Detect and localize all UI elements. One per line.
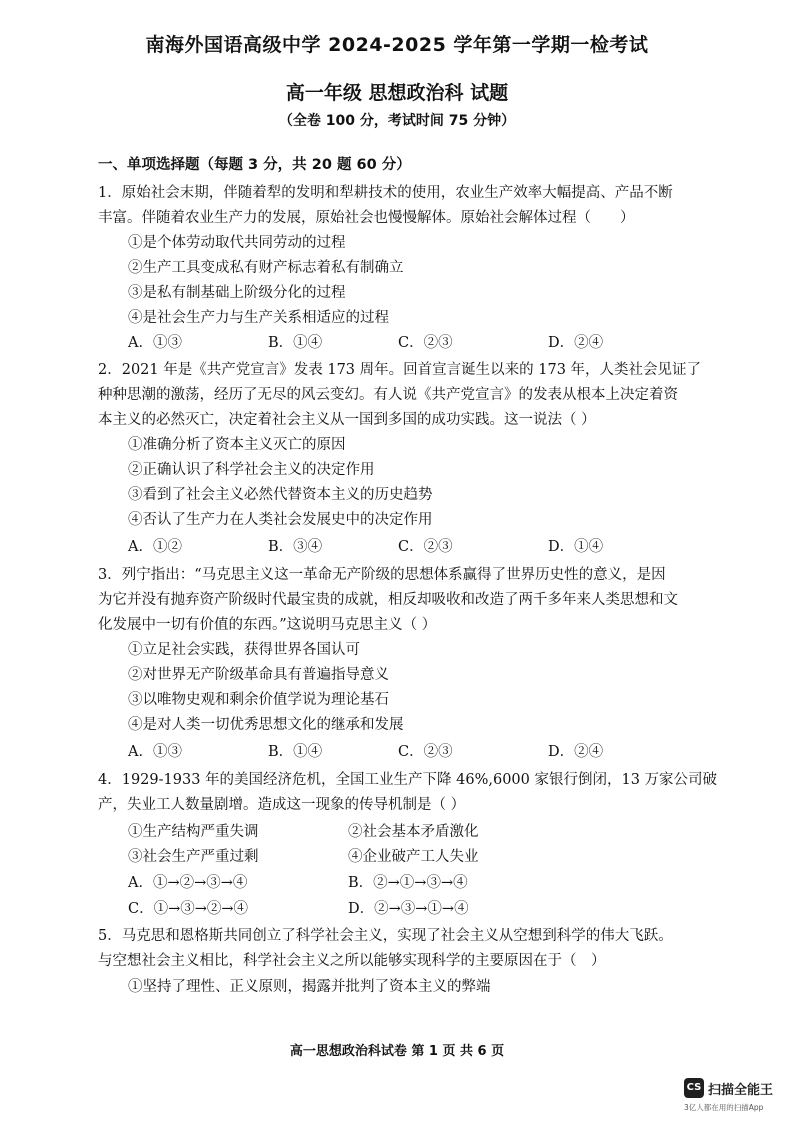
- q2-stem-line-2: 种种思潮的激荡，经历了无尽的风云变幻。有人说《共产党宣言》的发表从根本上决定着资: [98, 387, 678, 403]
- page-footer: 高一思想政治科试卷 第 1 页 共 6 页: [289, 1044, 505, 1059]
- q3-option-c: C．②③: [398, 744, 453, 760]
- exam-info: （全卷 100 分，考试时间 75 分钟）: [278, 113, 516, 129]
- q4-option-c: C．①→③→②→④: [128, 901, 249, 917]
- q4-stem-line-2: 产，失业工人数量剧增。造成这一现象的传导机制是（ ）: [98, 797, 466, 813]
- q3-stem-line-2: 为它并没有抛弃资产阶级时代最宝贵的成就，相反却吸收和改造了两千多年来人类思想和文: [98, 592, 678, 608]
- q1-statement-4: ④是社会生产力与生产关系相适应的过程: [128, 310, 389, 326]
- q4-option-d: D．②→③→①→④: [348, 901, 469, 917]
- q2-statement-2: ②正确认识了科学社会主义的决定作用: [128, 462, 375, 478]
- q2-stem-line-3: 本主义的必然灭亡，决定着社会主义从一国到多国的成功实践。这一说法（ ）: [98, 412, 596, 428]
- q1-option-c: C．②③: [398, 335, 453, 351]
- q2-option-c: C．②③: [398, 539, 453, 555]
- school-exam-title: 南海外国语高级中学 2024-2025 学年第一学期一检考试: [145, 34, 649, 56]
- q3-option-a: A．①③: [128, 744, 182, 760]
- q3-statement-1: ①立足社会实践，获得世界各国认可: [128, 642, 360, 658]
- q4-option-b: B．②→①→③→④: [348, 875, 468, 891]
- subject-title: 高一年级 思想政治科 试题: [285, 82, 509, 104]
- q2-stem-line-1: 2．2021 年是《共产党宣言》发表 173 周年。回首宣言诞生以来的 173 年，人类社会见证了: [98, 362, 702, 378]
- scanner-watermark: [684, 1078, 790, 1118]
- q4-statement-3: ③社会生产严重过剩: [128, 849, 259, 865]
- q2-option-a: A．①②: [128, 539, 182, 555]
- q2-statement-3: ③看到了社会主义必然代替资本主义的历史趋势: [128, 487, 433, 503]
- q3-statement-4: ④是对人类一切优秀思想文化的继承和发展: [128, 717, 404, 733]
- q4-statement-1: ①生产结构严重失调: [128, 824, 259, 840]
- q2-statement-1: ①准确分析了资本主义灭亡的原因: [128, 437, 346, 453]
- scanner-slogan: 3亿人都在用的扫描App: [684, 1103, 764, 1112]
- q4-statement-2: ②社会基本矛盾激化: [348, 824, 479, 840]
- q2-option-d: D．①④: [548, 539, 604, 555]
- q1-statement-1: ①是个体劳动取代共同劳动的过程: [128, 235, 346, 251]
- q3-statement-3: ③以唯物史观和剩余价值学说为理论基石: [128, 692, 389, 708]
- q5-statement-1: ①坚持了理性、正义原则，揭露并批判了资本主义的弊端: [128, 979, 491, 995]
- q1-statement-2: ②生产工具变成私有财产标志着私有制确立: [128, 260, 404, 276]
- q1-statement-3: ③是私有制基础上阶级分化的过程: [128, 285, 346, 301]
- q1-option-d: D．②④: [548, 335, 604, 351]
- section-heading: 一、单项选择题（每题 3 分，共 20 题 60 分）: [98, 157, 411, 173]
- q3-statement-2: ②对世界无产阶级革命具有普遍指导意义: [128, 667, 389, 683]
- q4-statement-4: ④企业破产工人失业: [348, 849, 479, 865]
- q3-option-d: D．②④: [548, 744, 604, 760]
- scanner-app-name: 扫描全能王: [708, 1083, 774, 1098]
- q5-stem-line-1: 5．马克思和恩格斯共同创立了科学社会主义，实现了社会主义从空想到科学的伟大飞跃。: [98, 928, 673, 944]
- q4-stem-line-1: 4．1929-1933 年的美国经济危机，全国工业生产下降 46%,6000 家银行倒闭，13 万家公司破: [98, 772, 718, 788]
- q3-option-b: B．①④: [268, 744, 323, 760]
- q5-stem-line-2: 与空想社会主义相比，科学社会主义之所以能够实现科学的主要原因在于（ ）: [98, 953, 606, 969]
- q3-stem-line-3: 化发展中一切有价值的东西。”这说明马克思主义（ ）: [98, 617, 437, 633]
- q1-stem-line-2: 丰富。伴随着农业生产力的发展，原始社会也慢慢解体。原始社会解体过程（ ）: [98, 210, 635, 226]
- q4-option-a: A．①→②→③→④: [128, 875, 248, 891]
- q2-statement-4: ④否认了生产力在人类社会发展史中的决定作用: [128, 512, 433, 528]
- q2-option-b: B．③④: [268, 539, 323, 555]
- q1-option-b: B．①④: [268, 335, 323, 351]
- q1-stem-line-1: 1．原始社会末期，伴随着犁的发明和犁耕技术的使用，农业生产效率大幅提高、产品不断: [98, 185, 673, 201]
- q1-option-a: A．①③: [128, 335, 182, 351]
- q3-stem-line-1: 3．列宁指出：“马克思主义这一革命无产阶级的思想体系赢得了世界历史性的意义，是因: [98, 567, 666, 583]
- camscanner-logo-icon: CS: [684, 1078, 704, 1098]
